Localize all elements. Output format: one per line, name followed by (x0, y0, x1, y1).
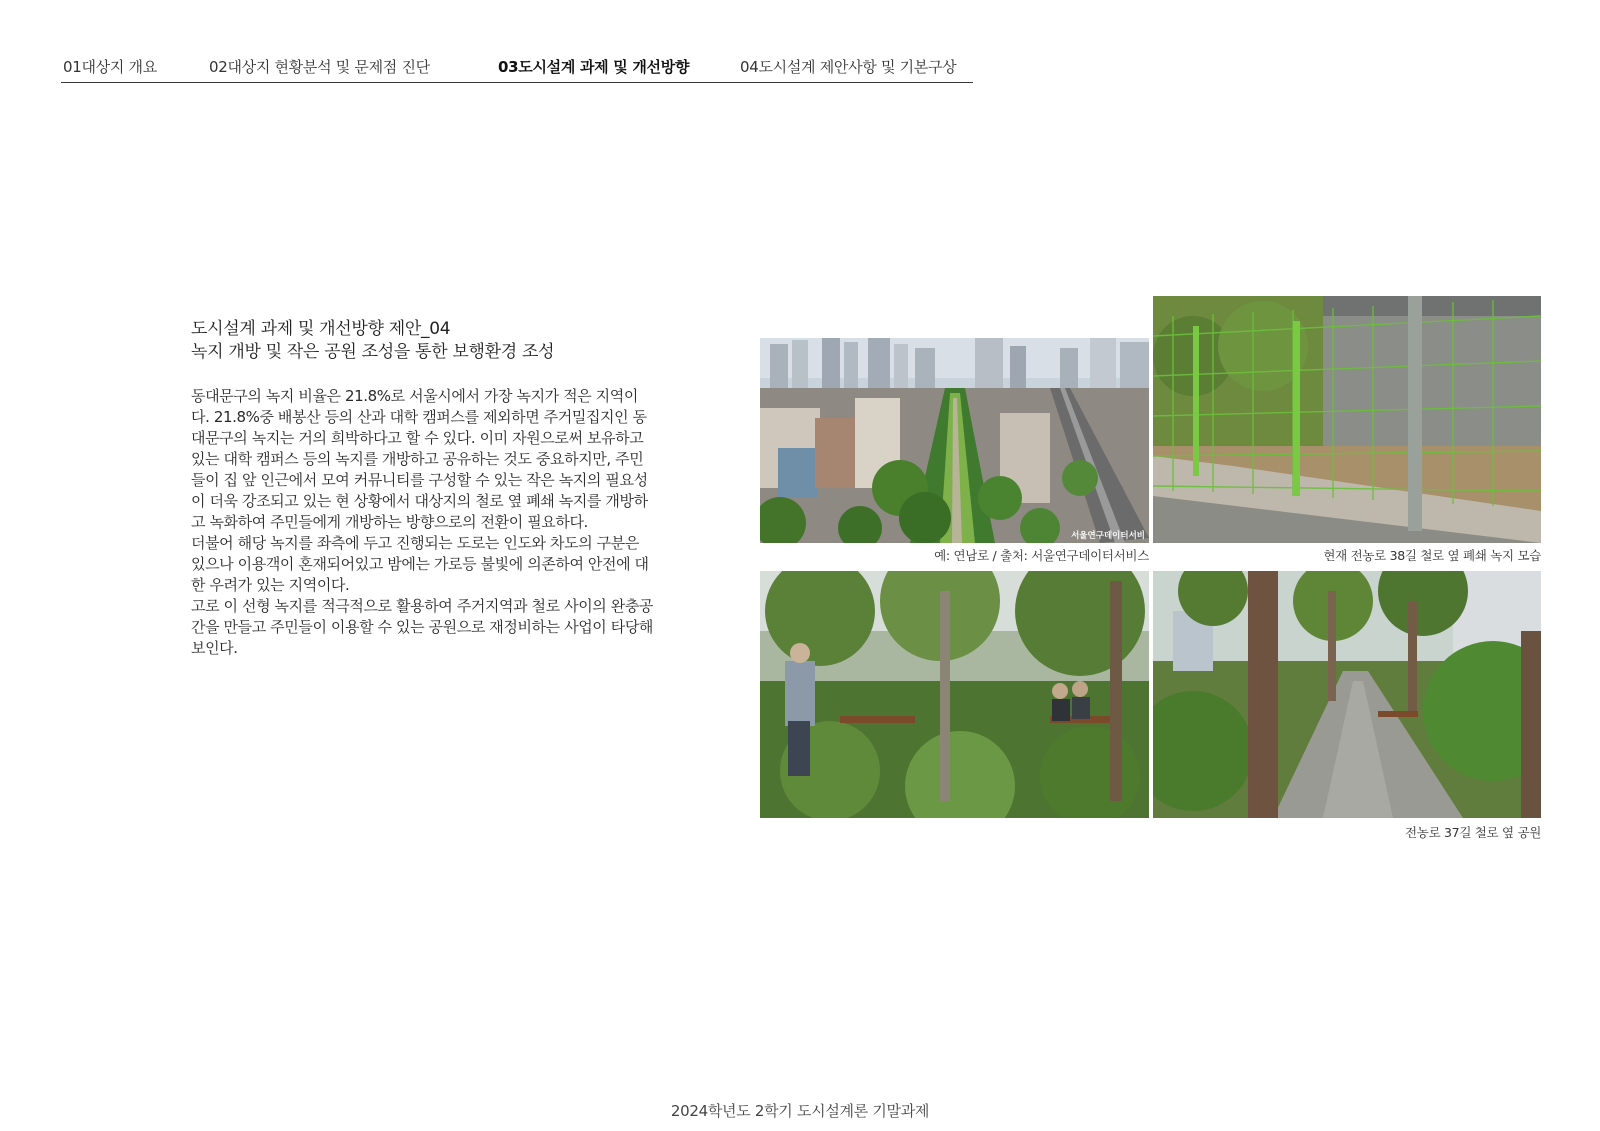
park-bench-photo (760, 571, 1149, 818)
park-path-photo (1153, 571, 1541, 818)
fence-photo-caption: 현재 전농로 38길 철로 옆 폐쇄 녹지 모습 (1323, 548, 1541, 563)
nav-item-tasks[interactable]: 03도시설계 과제 및 개선방향 (498, 58, 690, 76)
park-photo-caption: 전농로 37길 철로 옆 공원 (1405, 825, 1541, 840)
section-nav (61, 54, 973, 83)
section-subtitle: 녹지 개방 및 작은 공원 조성을 통한 보행환경 조성 (191, 342, 555, 362)
nav-item-overview[interactable]: 01대상지 개요 (63, 58, 157, 76)
section-heading (191, 318, 661, 364)
yeonnam-aerial-photo (760, 338, 1149, 543)
nav-item-analysis[interactable]: 02대상지 현황분석 및 문제점 진단 (209, 58, 430, 76)
paragraph: 동대문구의 녹지 비율은 21.8%로 서울시에서 가장 녹지가 적은 지역이다. 21.8%중 배봉산 등의 산과 대학 캠퍼스를 제외하면 주거밀집지인 동대문구의 녹지는 거의 희박하다고 할 수 있다. 이미 자원으로써 보유하고 있는 대학 캠퍼스 등의 녹지를 개방하고 공유하는 것도 중요하지만, 주민들이 집 앞 인근에서 모여 커뮤니티를 구성할 수 있는 작은 녹지의 필요성이 더욱 강조되고 있는 현 상황에서 대상지의 철로 옆 폐쇄 녹지를 개방하고 녹화하여 주민들에게 개방하는 방향으로의 전환이 필요하다. (191, 387, 648, 531)
photo-watermark: 서울연구데이터서비 (1071, 531, 1145, 541)
nav-item-proposals[interactable]: 04도시설계 제안사항 및 기본구상 (740, 58, 957, 76)
body-text (191, 386, 656, 659)
page-footer: 2024학년도 2학기 도시설계론 기말과제 (670, 1102, 930, 1120)
yeonnam-photo-caption: 예: 연남로 / 출처: 서울연구데이터서비스 (934, 548, 1149, 563)
closed-green-fence-photo (1153, 296, 1541, 543)
section-title: 도시설계 과제 및 개선방향 제안_04 (191, 319, 451, 339)
paragraph: 더불어 해당 녹지를 좌측에 두고 진행되는 도로는 인도와 차도의 구분은 있으나 이용객이 혼재되어있고 밤에는 가로등 불빛에 의존하여 안전에 대한 우려가 있는 지역이다. (191, 534, 649, 594)
paragraph: 고로 이 선형 녹지를 적극적으로 활용하여 주거지역과 철로 사이의 완충공간을 만들고 주민들이 이용할 수 있는 공원으로 재정비하는 사업이 타당해 보인다. (191, 597, 654, 657)
